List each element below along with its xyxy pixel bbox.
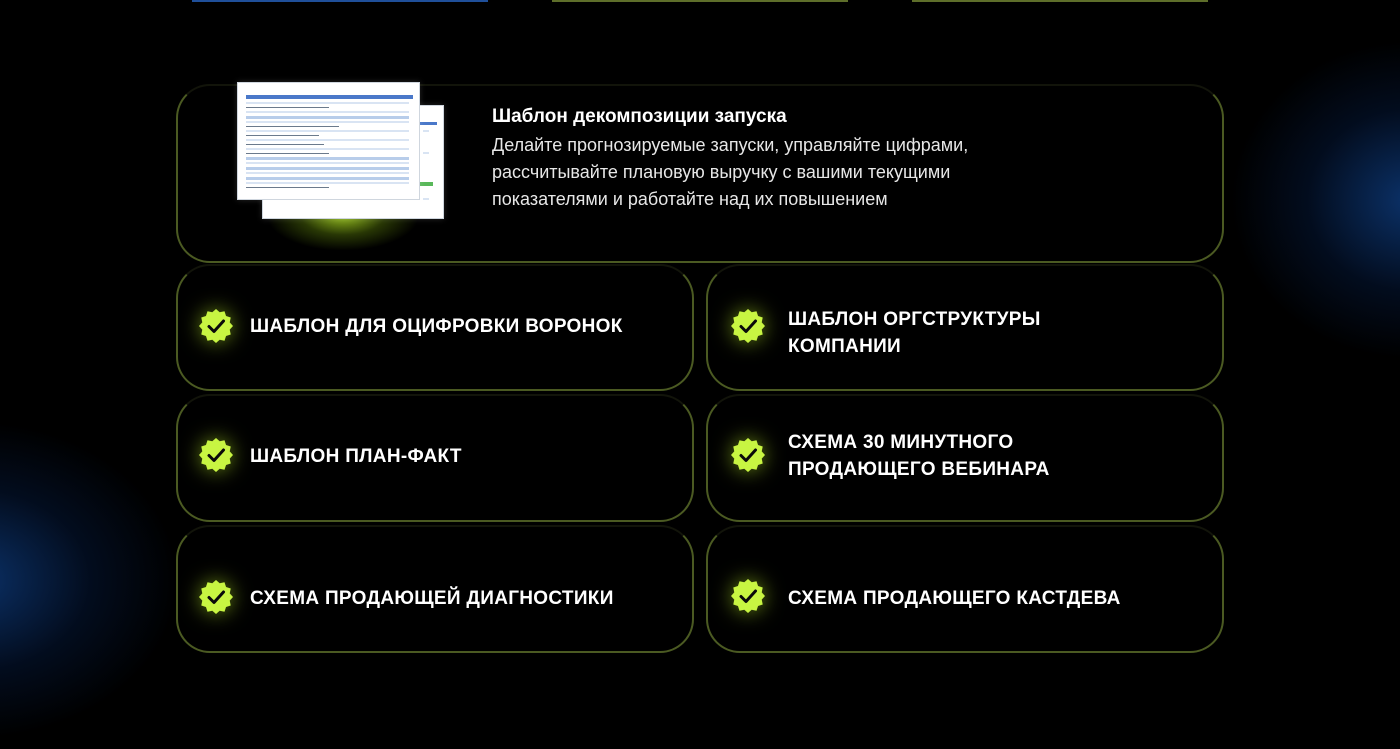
item-label-line: КОМПАНИИ [788, 336, 902, 357]
previous-card-edge-3 [912, 0, 1208, 2]
background-glow-left [0, 420, 180, 740]
item-label [250, 313, 623, 340]
item-label-line: ШАБЛОН ДЛЯ ОЦИФРОВКИ ВОРОНОК [250, 316, 623, 337]
item-label-line: СХЕМА ПРОДАЮЩЕЙ ДИАГНОСТИКИ [250, 588, 614, 609]
item-label [788, 429, 1050, 483]
hero-description-line: Делайте прогнозируемые запуски, управляйте цифрами, [492, 135, 969, 155]
check-badge-icon [198, 437, 234, 473]
item-label-line: СХЕМА 30 МИНУТНОГО [788, 432, 1014, 453]
check-badge-icon [730, 578, 766, 614]
hero-title: Шаблон декомпозиции запуска [492, 106, 787, 127]
item-label [250, 443, 462, 470]
item-label-line: ПРОДАЮЩЕГО ВЕБИНАРА [788, 459, 1050, 480]
previous-card-edge-2 [552, 0, 848, 2]
item-label-line: СХЕМА ПРОДАЮЩЕГО КАСТДЕВА [788, 588, 1121, 609]
hero-description-line: показателями и работайте над их повышением [492, 189, 888, 209]
hero-description-line: рассчитывайте плановую выручку с вашими текущими [492, 162, 951, 182]
previous-card-edge-1 [192, 0, 488, 2]
background-glow-right [1230, 40, 1400, 360]
item-label [788, 585, 1121, 612]
item-label-line: ШАБЛОН ОРГСТРУКТУРЫ [788, 309, 1041, 330]
item-label [250, 585, 614, 612]
spreadsheet-thumbnail [237, 82, 420, 200]
item-label [788, 306, 1041, 360]
check-badge-icon [198, 579, 234, 615]
check-badge-icon [730, 308, 766, 344]
item-label-line: ШАБЛОН ПЛАН-ФАКТ [250, 446, 462, 467]
check-badge-icon [198, 308, 234, 344]
check-badge-icon [730, 437, 766, 473]
hero-description [492, 132, 1062, 213]
